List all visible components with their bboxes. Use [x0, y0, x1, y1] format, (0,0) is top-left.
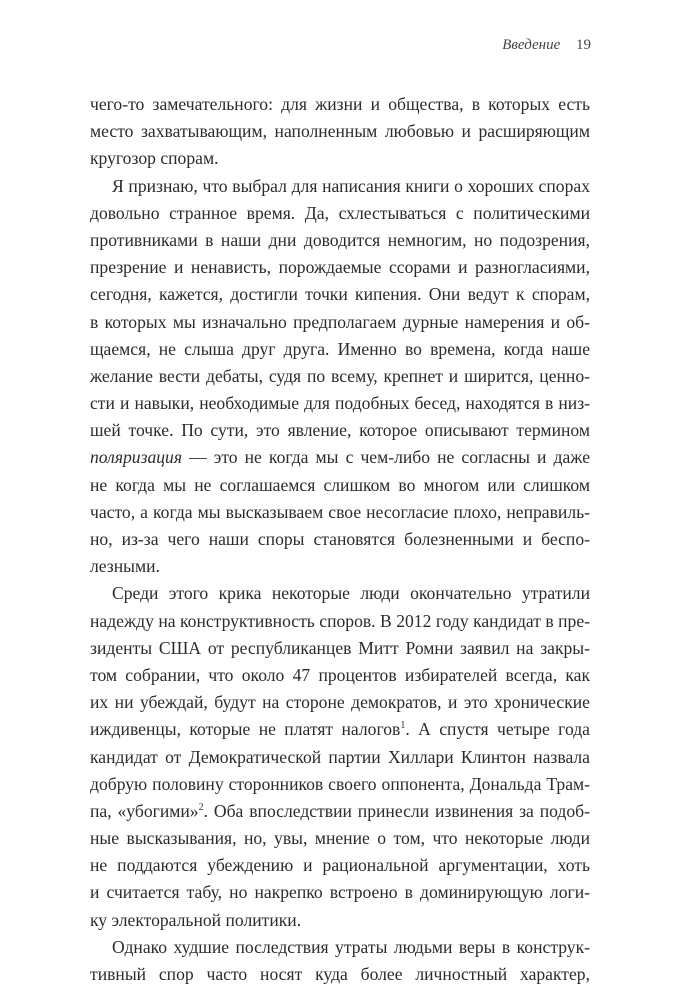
text-line [90, 744, 590, 771]
footnote-marker: 1 [400, 720, 406, 732]
text-line [90, 580, 590, 607]
line-text: место захватывающим, наполненным любовью и расширяющим [90, 121, 590, 142]
text-line [90, 716, 590, 743]
text-line [90, 635, 590, 662]
text-line [90, 852, 590, 879]
line-text: Однако худшие последствия утраты людьми веры в конструк- [112, 936, 590, 957]
text-line [90, 825, 590, 852]
line-text: желание вести дебаты, судя по всему, крепнет и ширится, ценно- [90, 365, 590, 386]
line-text: ные высказывания, но, увы, мнение о том, что некоторые люди [90, 828, 590, 849]
page-number: 19 [576, 37, 591, 53]
text-line [90, 689, 590, 716]
text-line [90, 390, 590, 417]
text-line [90, 417, 590, 444]
text-line [90, 336, 590, 363]
line-text: том собрании, что около 47 процентов избирателей всегда, как [90, 664, 590, 685]
text-line [90, 254, 590, 281]
text-line [90, 499, 590, 526]
text-line [90, 907, 590, 934]
line-text: в которых мы изначально предполагаем дурные намерения и об- [90, 311, 590, 332]
line-text: но, из-за чего наши споры становятся болезненными и беспо- [90, 529, 590, 549]
running-head [502, 37, 591, 54]
section-title: Введение [502, 37, 561, 53]
line-text: тивный спор часто носят куда более личностный характер, [90, 964, 590, 984]
line-text: кандидат от Демократической партии Хиллари Клинтон назвала [90, 746, 590, 767]
text-line [90, 879, 590, 906]
footnote-marker: 2 [198, 802, 204, 814]
italic-term: поляризация [90, 447, 183, 468]
line-text: лезными. [90, 556, 160, 577]
text-line [90, 145, 590, 172]
text-line [90, 309, 590, 336]
text-line [90, 200, 590, 227]
line-text: надежду на конструктивность споров. В 2012 году кандидат в пре- [90, 610, 590, 631]
line-text: кругозор спорам. [90, 148, 219, 169]
text-line [90, 526, 590, 553]
line-text: Среди этого крика некоторые люди окончательно утратили [112, 583, 590, 604]
line-text-continued: . Оба впоследствии принесли извинения за подоб- [203, 800, 590, 821]
text-line [90, 227, 590, 254]
line-text: презрение и ненависть, порождаемые ссорами и разногласиями, [90, 257, 590, 278]
text-line [90, 444, 590, 471]
line-text: па, «убогими» [90, 800, 199, 821]
line-text: не поддаются убеждению и рациональной аргументации, хоть [90, 855, 590, 876]
line-text: довольно странное время. Да, схлестываться с политическими [90, 202, 590, 223]
text-line [90, 934, 590, 961]
text-line [90, 91, 590, 118]
text-line [90, 771, 590, 798]
line-text: — это не когда мы с чем-либо не согласны и даже [182, 447, 590, 468]
text-line [90, 608, 590, 635]
text-line [90, 173, 590, 200]
text-line [90, 363, 590, 390]
text-line [90, 798, 590, 825]
text-line [90, 118, 590, 145]
text-line [90, 472, 590, 499]
line-text: и считается табу, но накрепко встроено в доминирующую логи- [90, 882, 590, 903]
line-text: зиденты США от республиканцев Митт Ромни заявил на закры- [90, 637, 590, 658]
line-text: ку электоральной политики. [90, 909, 302, 930]
line-text: их ни убеждай, будут на стороне демократов, и это хронические [90, 692, 590, 713]
line-text: сегодня, кажется, достигли точки кипения. Они ведут к спорам, [90, 284, 590, 305]
line-text: щаемся, не слыша друг друга. Именно во времена, когда наше [90, 338, 590, 359]
body-text [90, 91, 590, 988]
text-line [90, 961, 590, 988]
line-text: иждивенцы, которые не платят налогов [90, 719, 401, 740]
line-text: сти и навыки, необходимые для подобных бесед, находятся в низ- [90, 393, 590, 414]
text-line [90, 281, 590, 308]
line-text: добрую половину сторонников своего оппонента, Дональда Трам- [90, 773, 590, 794]
line-text: шей точке. По сути, это явление, которое описывают термином [90, 420, 590, 441]
line-text: часто, а когда мы высказываем свое несогласие плохо, неправиль- [90, 501, 590, 522]
line-text: Я признаю, что выбрал для написания книги о хороших спорах [112, 175, 590, 196]
line-text-continued: . А спустя четыре года [405, 719, 590, 740]
text-line [90, 553, 590, 580]
text-line [90, 662, 590, 689]
line-text: противниками в наши дни доводится немногим, но подозрения, [90, 229, 590, 250]
line-text: не когда мы не соглашаемся слишком во многом или слишком [90, 474, 590, 495]
line-text: чего-то замечательного: для жизни и общества, в которых есть [90, 94, 590, 114]
